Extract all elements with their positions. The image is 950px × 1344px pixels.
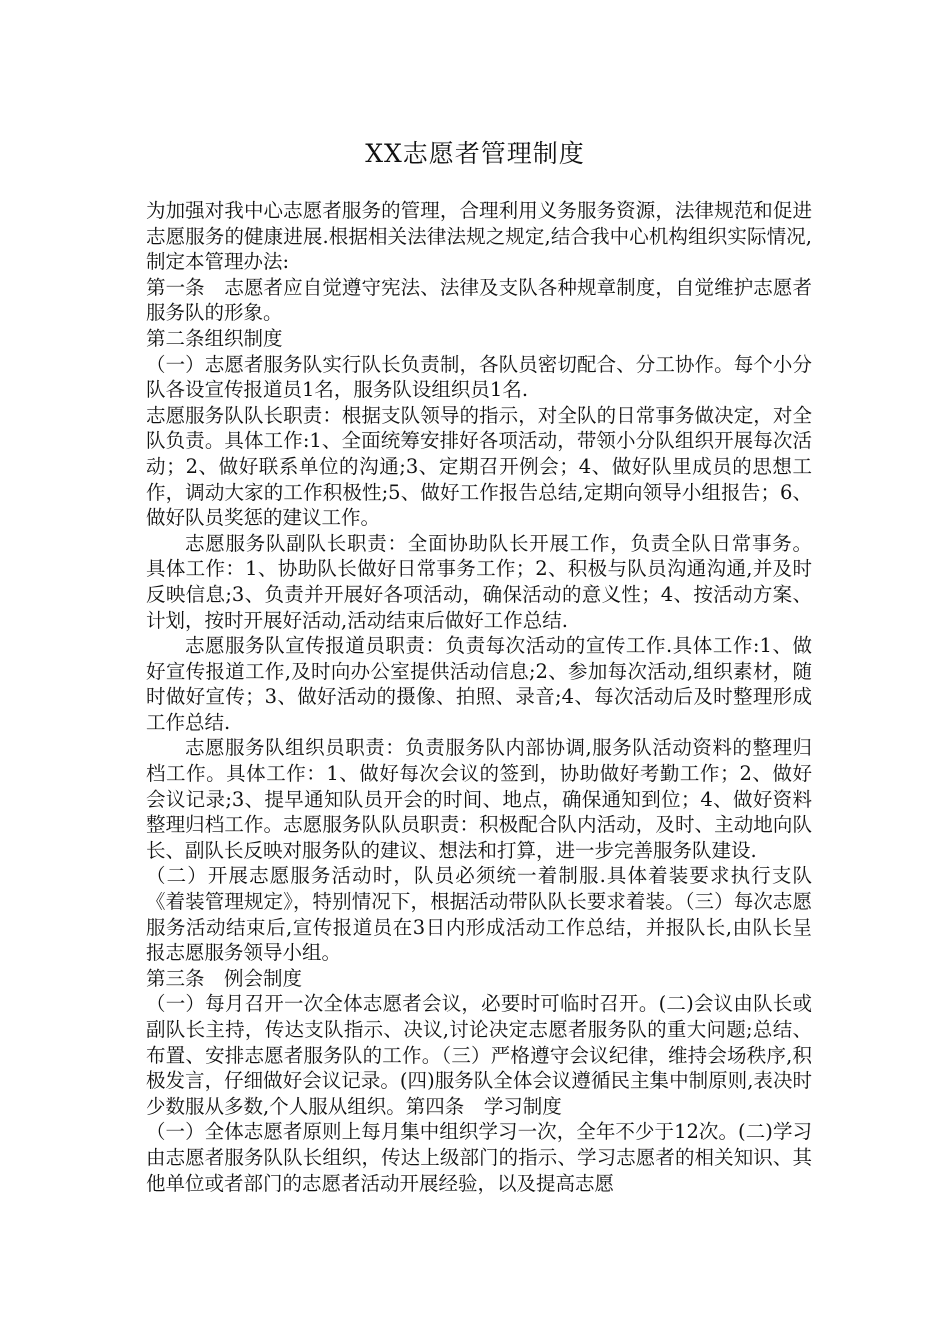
document-body	[146, 198, 812, 1196]
body-paragraph: 志愿服务队组织员职责：负责服务队内部协调,服务队活动资料的整理归档工作。具体工作：1、做好每次会议的签到，协助做好考勤工作；2、做好会议记录;3、提早通知队员开会的时间、地点，确保通知到位；4、做好资料整理归档工作。志愿服务队队员职责：积极配合队内活动，及时、主动地向队长、副队长反映对服务队的建议、想法和打算，进一步完善服务队建设.	[146, 736, 812, 862]
body-paragraph: （二）开展志愿服务活动时，队员必须统一着制服.具体着装要求执行支队《着装管理规定》，特别情况下，根据活动带队队长要求着装。（三）每次志愿服务活动结束后,宣传报道员在3日内形成活动工作总结，并报队长,由队长呈报志愿服务领导小组。	[146, 864, 812, 965]
body-paragraph: （一）每月召开一次全体志愿者会议，必要时可临时召开。(二)会议由队长或副队长主持，传达支队指示、决议,讨论决定志愿者服务队的重大问题;总结、布置、安排志愿者服务队的工作。（三）严格遵守会议纪律，维持会场秩序,积极发言，仔细做好会议记录。(四)服务队全体会议遵循民主集中制原则,表决时少数服从多数,个人服从组织。第四条 学习制度	[146, 992, 812, 1118]
document-title: XX志愿者管理制度	[365, 139, 585, 168]
body-paragraph: 志愿服务队副队长职责：全面协助队长开展工作，负责全队日常事务。 具体工作：1、协助队长做好日常事务工作；2、积极与队员沟通沟通,并及时反映信息;3、负责并开展好各项活动，确保活动的意义性；4、按活动方案、计划，按时开展好活动,活动结束后做好工作总结.	[146, 531, 812, 632]
body-paragraph: 第三条 例会制度	[146, 966, 303, 990]
body-paragraph: 第二条组织制度	[146, 326, 283, 350]
body-paragraph: 为加强对我中心志愿者服务的管理，合理利用义务服务资源，法律规范和促进志愿服务的健康进展.根据相关法律法规之规定,结合我中心机构组织实际情况,制定本管理办法:	[146, 199, 812, 274]
body-paragraph: 志愿服务队队长职责：根据支队领导的指示，对全队的日常事务做决定，对全队负责。具体工作:1、全面统筹安排好各项活动，带领小分队组织开展每次活动；2、做好联系单位的沟通;3、定期召开例会；4、做好队里成员的思想工作，调动大家的工作积极性;5、做好工作报告总结,定期向领导小组报告；6、做好队员奖惩的建议工作。	[146, 403, 812, 530]
body-paragraph: 志愿服务队宣传报道员职责：负责每次活动的宣传工作.具体工作:1、做好宣传报道工作,及时向办公室提供活动信息;2、参加每次活动,组织素材，随时做好宣传；3、做好活动的摄像、拍照、录音;4、每次活动后及时整理形成工作总结.	[146, 634, 812, 734]
body-paragraph: （一）全体志愿者原则上每月集中组织学习一次，全年不少于12次。(二)学习由志愿者服务队队长组织，传达上级部门的指示、学习志愿者的相关知识、其他单位或者部门的志愿者活动开展经验，以及提高志愿	[146, 1120, 812, 1195]
body-paragraph: （一）志愿者服务队实行队长负责制，各队员密切配合、分工协作。每个小分队各设宣传报道员1名，服务队设组织员1名.	[146, 352, 812, 402]
body-paragraph: 第一条 志愿者应自觉遵守宪法、法律及支队各种规章制度，自觉维护志愿者服务队的形象。	[146, 275, 812, 325]
